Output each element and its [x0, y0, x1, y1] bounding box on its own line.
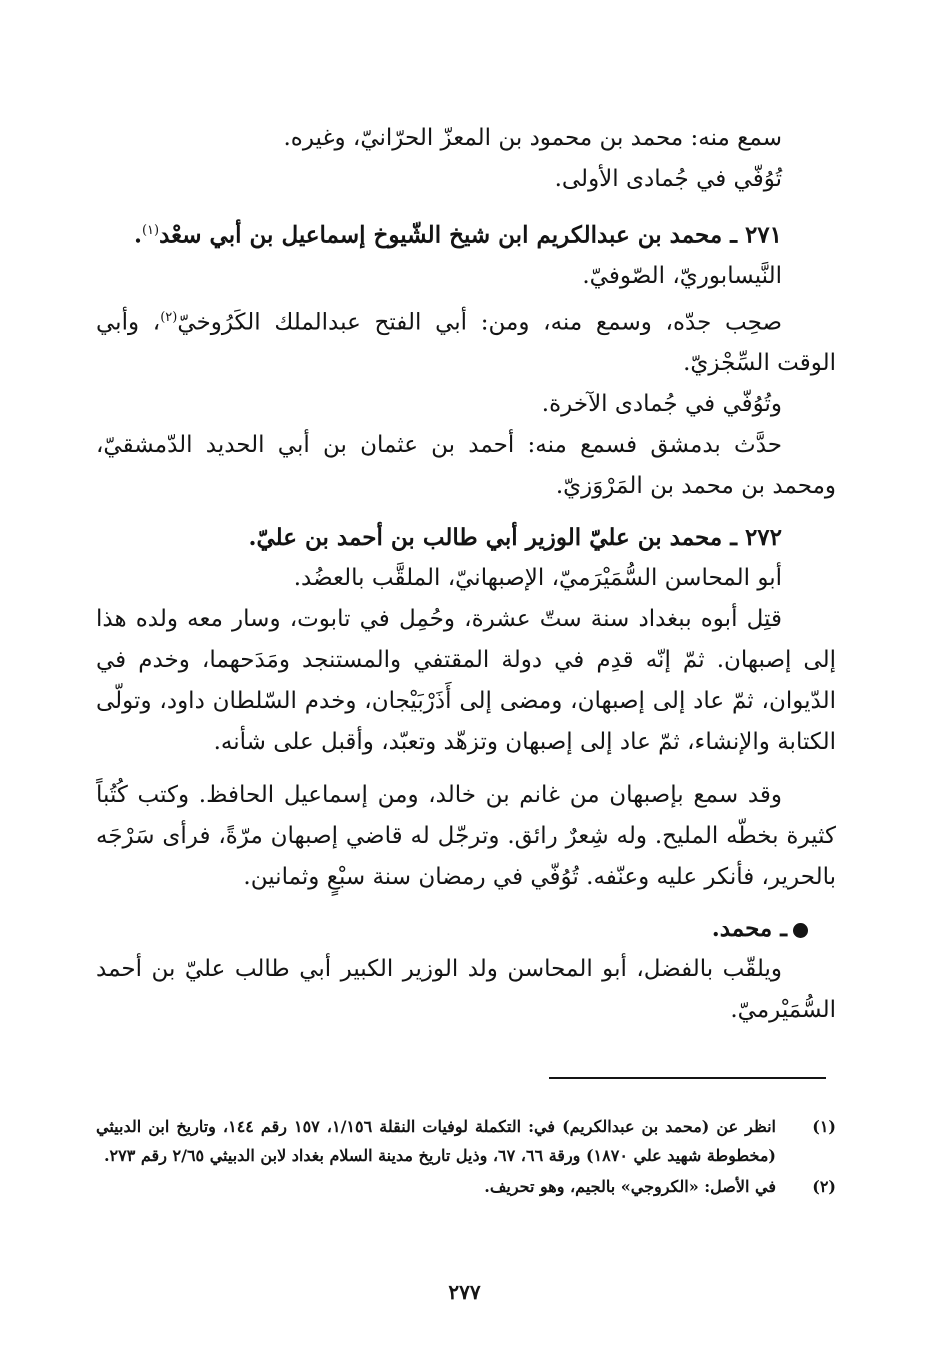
footnote-ref-1[interactable]: (١) — [141, 223, 160, 238]
footnote-separator — [549, 1077, 826, 1079]
entry-bullet-paragraph-1: ويلقّب بالفضل، أبو المحاسن ولد الوزير الكبير أبي طالب عليّ بن أحمد السُّمَيْرميّ. — [96, 956, 836, 1024]
entry-272-paragraph-1: قتِل أبوه ببغداد سنة ستّ عشرة، وحُمِل في تابوت، وسار معه ولده هذا إلى إصبهان. ثمّ إنّه قدِم في دولة المقتفي والمستنجد ومَدَحهما، وخدم في الدّيوان، ثمّ عاد إلى إصبهان، ومضى إلى أَذَرْبَيْجان، وخدم السّلطان داود، وتولّى الكتابة والإنشاء، ثمّ عاد إلى إصبهان وتزهّد وتعبّد، وأقبل على شأنه. — [96, 606, 836, 756]
bullet-icon — [793, 923, 808, 938]
footnote-2-mark: (٢) — [812, 1177, 836, 1196]
entry-271-number: ٢٧١ ـ — [730, 221, 782, 249]
footnotes — [96, 1112, 836, 1203]
intro-line-2: تُوُفّي في جُمادى الأولى. — [554, 166, 782, 192]
entry-bullet-heading-text: ـ محمد. — [711, 915, 787, 943]
footnote-2-text: في الأصل: «الكروجي» بالجيم، وهو تحريف. — [484, 1177, 776, 1196]
footnote-1-text: انظر عن (محمد بن عبدالكريم) في: التكملة لوفيات النقلة ١/١٥٦، ١٥٧ رقم ١٤٤، وتاريخ ابن الدبيثي (مخطوطة شهيد علي ١٨٧٠) ورقة ٦٦، ٦٧، وذيل تاريخ مدينة السلام بغداد لابن الدبيثي ٢/٦٥ رقم ٢٧٣. — [96, 1117, 777, 1165]
entry-272-name: محمد بن عليّ الوزير أبي طالب بن أحمد بن عليّ. — [248, 524, 723, 552]
footnote-ref-2[interactable]: (٢) — [160, 309, 178, 325]
page-number: ٢٧٧ — [448, 1280, 481, 1304]
entry-271-p1-text-a: صحِب جدّه، وسمع منه، ومن: أبي الفتح عبدالملك الكَرُوخيّ — [177, 309, 782, 336]
entry-271-paragraph-1 — [96, 297, 836, 385]
entry-271-paragraph-3: حدَّث بدمشق فسمع منه: أحمد بن عثمان بن أبي الحديد الدّمشقيّ، ومحمد بن محمد بن المَرْوَزيّ. — [96, 432, 836, 500]
footnote-1 — [96, 1112, 836, 1170]
entry-bullet-heading — [96, 908, 836, 949]
entry-271-heading — [96, 210, 836, 256]
footnote-2 — [96, 1172, 836, 1201]
entry-272-number: ٢٧٢ ـ — [730, 524, 782, 552]
entry-271-p1-text-b: ، وأبي الوقت السِّجْزيّ. — [96, 309, 836, 377]
entry-271-nisba: النَّيسابوريّ، الصّوفيّ. — [582, 262, 782, 289]
intro-line-1: سمع منه: محمد بن محمود بن المعزّ الحرّانيّ، وغيره. — [283, 125, 782, 151]
page-body — [96, 118, 836, 1031]
entry-272-paragraph-2: وقد سمع بإصبهان من غانم بن خالد، ومن إسماعيل الحافظ. وكتب كُتُباً كثيرة بخطّه المليح. وله شِعرٌ رائق. وترجّل له قاضي إصبهان مرّةً، فرأى سَرْجَه بالحرير، فأنكر عليه وعنّفه. تُوُفّي في رمضان سنة سبْعٍ وثمانين. — [96, 782, 836, 891]
entry-271-name: محمد بن عبدالكريم ابن شيخ الشّيوخ إسماعيل بن أبي سعْد — [159, 221, 723, 249]
entry-272-kunya: أبو المحاسن السُّمَيْرَميّ، الإصبهانيّ، الملقَّب بالعضُد. — [293, 565, 782, 592]
entry-272-heading — [96, 517, 836, 558]
entry-271-heading-end: . — [133, 221, 142, 249]
footnote-1-mark: (١) — [812, 1117, 836, 1136]
entry-271-paragraph-2: وتُوُفّي في جُمادى الآخرة. — [541, 391, 782, 418]
